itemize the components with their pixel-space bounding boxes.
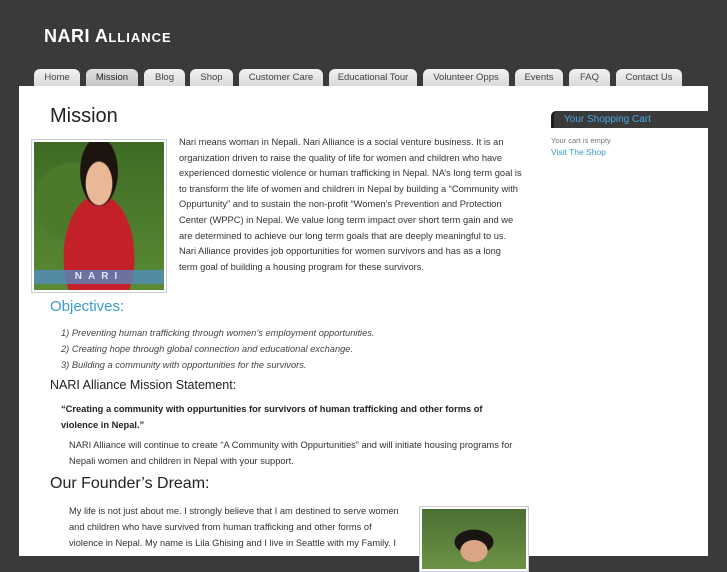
- objectives-list: [61, 325, 375, 373]
- nav-tab-mission[interactable]: Mission: [86, 69, 138, 86]
- objectives-heading: Objectives:: [50, 298, 125, 315]
- shopping-cart-title: Your Shopping Cart: [551, 111, 708, 128]
- nav-tab-blog[interactable]: Blog: [144, 69, 185, 86]
- mission-text: NARI Alliance will continue to create “A Community with Oppurtunities” and will initiate housing programs for Nepali women and children in Nepal with your support.: [69, 440, 513, 466]
- mission-statement-heading: NARI Alliance Mission Statement:: [50, 378, 237, 392]
- nav-tab-contact-us[interactable]: Contact Us: [616, 69, 682, 86]
- founder-photo-frame: [419, 506, 529, 572]
- site-title-rest: LLIANCE: [108, 30, 172, 45]
- objective-item: 2) Creating hope through global connection and educational exchange.: [61, 344, 354, 354]
- mission-photo: [34, 142, 164, 290]
- founder-heading: Our Founder’s Dream:: [50, 475, 210, 492]
- nav-tab-faq[interactable]: FAQ: [569, 69, 610, 86]
- nav-tab-volunteer-opps[interactable]: Volunteer Opps: [423, 69, 509, 86]
- nav-tab-customer-care[interactable]: Customer Care: [239, 69, 323, 86]
- objective-item: 1) Preventing human trafficking through women’s employment opportunities.: [61, 328, 375, 338]
- objective-item: 3) Building a community with opportunities for the survivors.: [61, 360, 307, 370]
- visit-shop-link[interactable]: Visit The Shop: [551, 147, 606, 157]
- nav-tab-home[interactable]: Home: [34, 69, 80, 86]
- mission-photo-frame: [31, 139, 167, 293]
- site-title-main: NARI A: [44, 26, 109, 46]
- sidebar: [551, 111, 708, 157]
- page-title: Mission: [50, 105, 118, 127]
- nav-tab-educational-tour[interactable]: Educational Tour: [329, 69, 417, 86]
- photo-caption: NARI: [34, 270, 164, 284]
- cart-empty-text: Your cart is empty: [551, 136, 611, 145]
- nav-tab-shop[interactable]: Shop: [190, 69, 233, 86]
- nav-tab-events[interactable]: Events: [515, 69, 563, 86]
- site-logo[interactable]: [44, 26, 172, 47]
- content-area: [19, 86, 708, 556]
- founder-photo: [422, 509, 526, 569]
- mission-quote: “Creating a community with oppurtunities for survivors of human trafficking and other forms of violence in Nepal.”: [61, 404, 483, 430]
- intro-paragraph: Nari means woman in Nepali. Nari Alliance is a social venture business. It is an organization driven to raise the quality of life for women and children who have experienced domestic violence or human trafficking in Nepal. NA’s long term goal is to transform the life of women and children in Nepal by building a “Community with Oppurtunity” and to sustain the non-profit “Women’s Prevention and Protection Center (WPPC) in Nepal. We value long term impact over short term gain and we are determined to achieve our long term goals that are deeply meaningful to us. Nari Alliance provides job opportunities for women survivors and has as a long term goal of building a housing program for these survivors.: [179, 137, 522, 272]
- founder-text: My life is not just about me. I strongly believe that I am destined to serve women and children who have survived from human trafficking and other forms of violence in Nepal. My name is Lila Ghising and I live in Seattle with my Family. I: [69, 506, 399, 548]
